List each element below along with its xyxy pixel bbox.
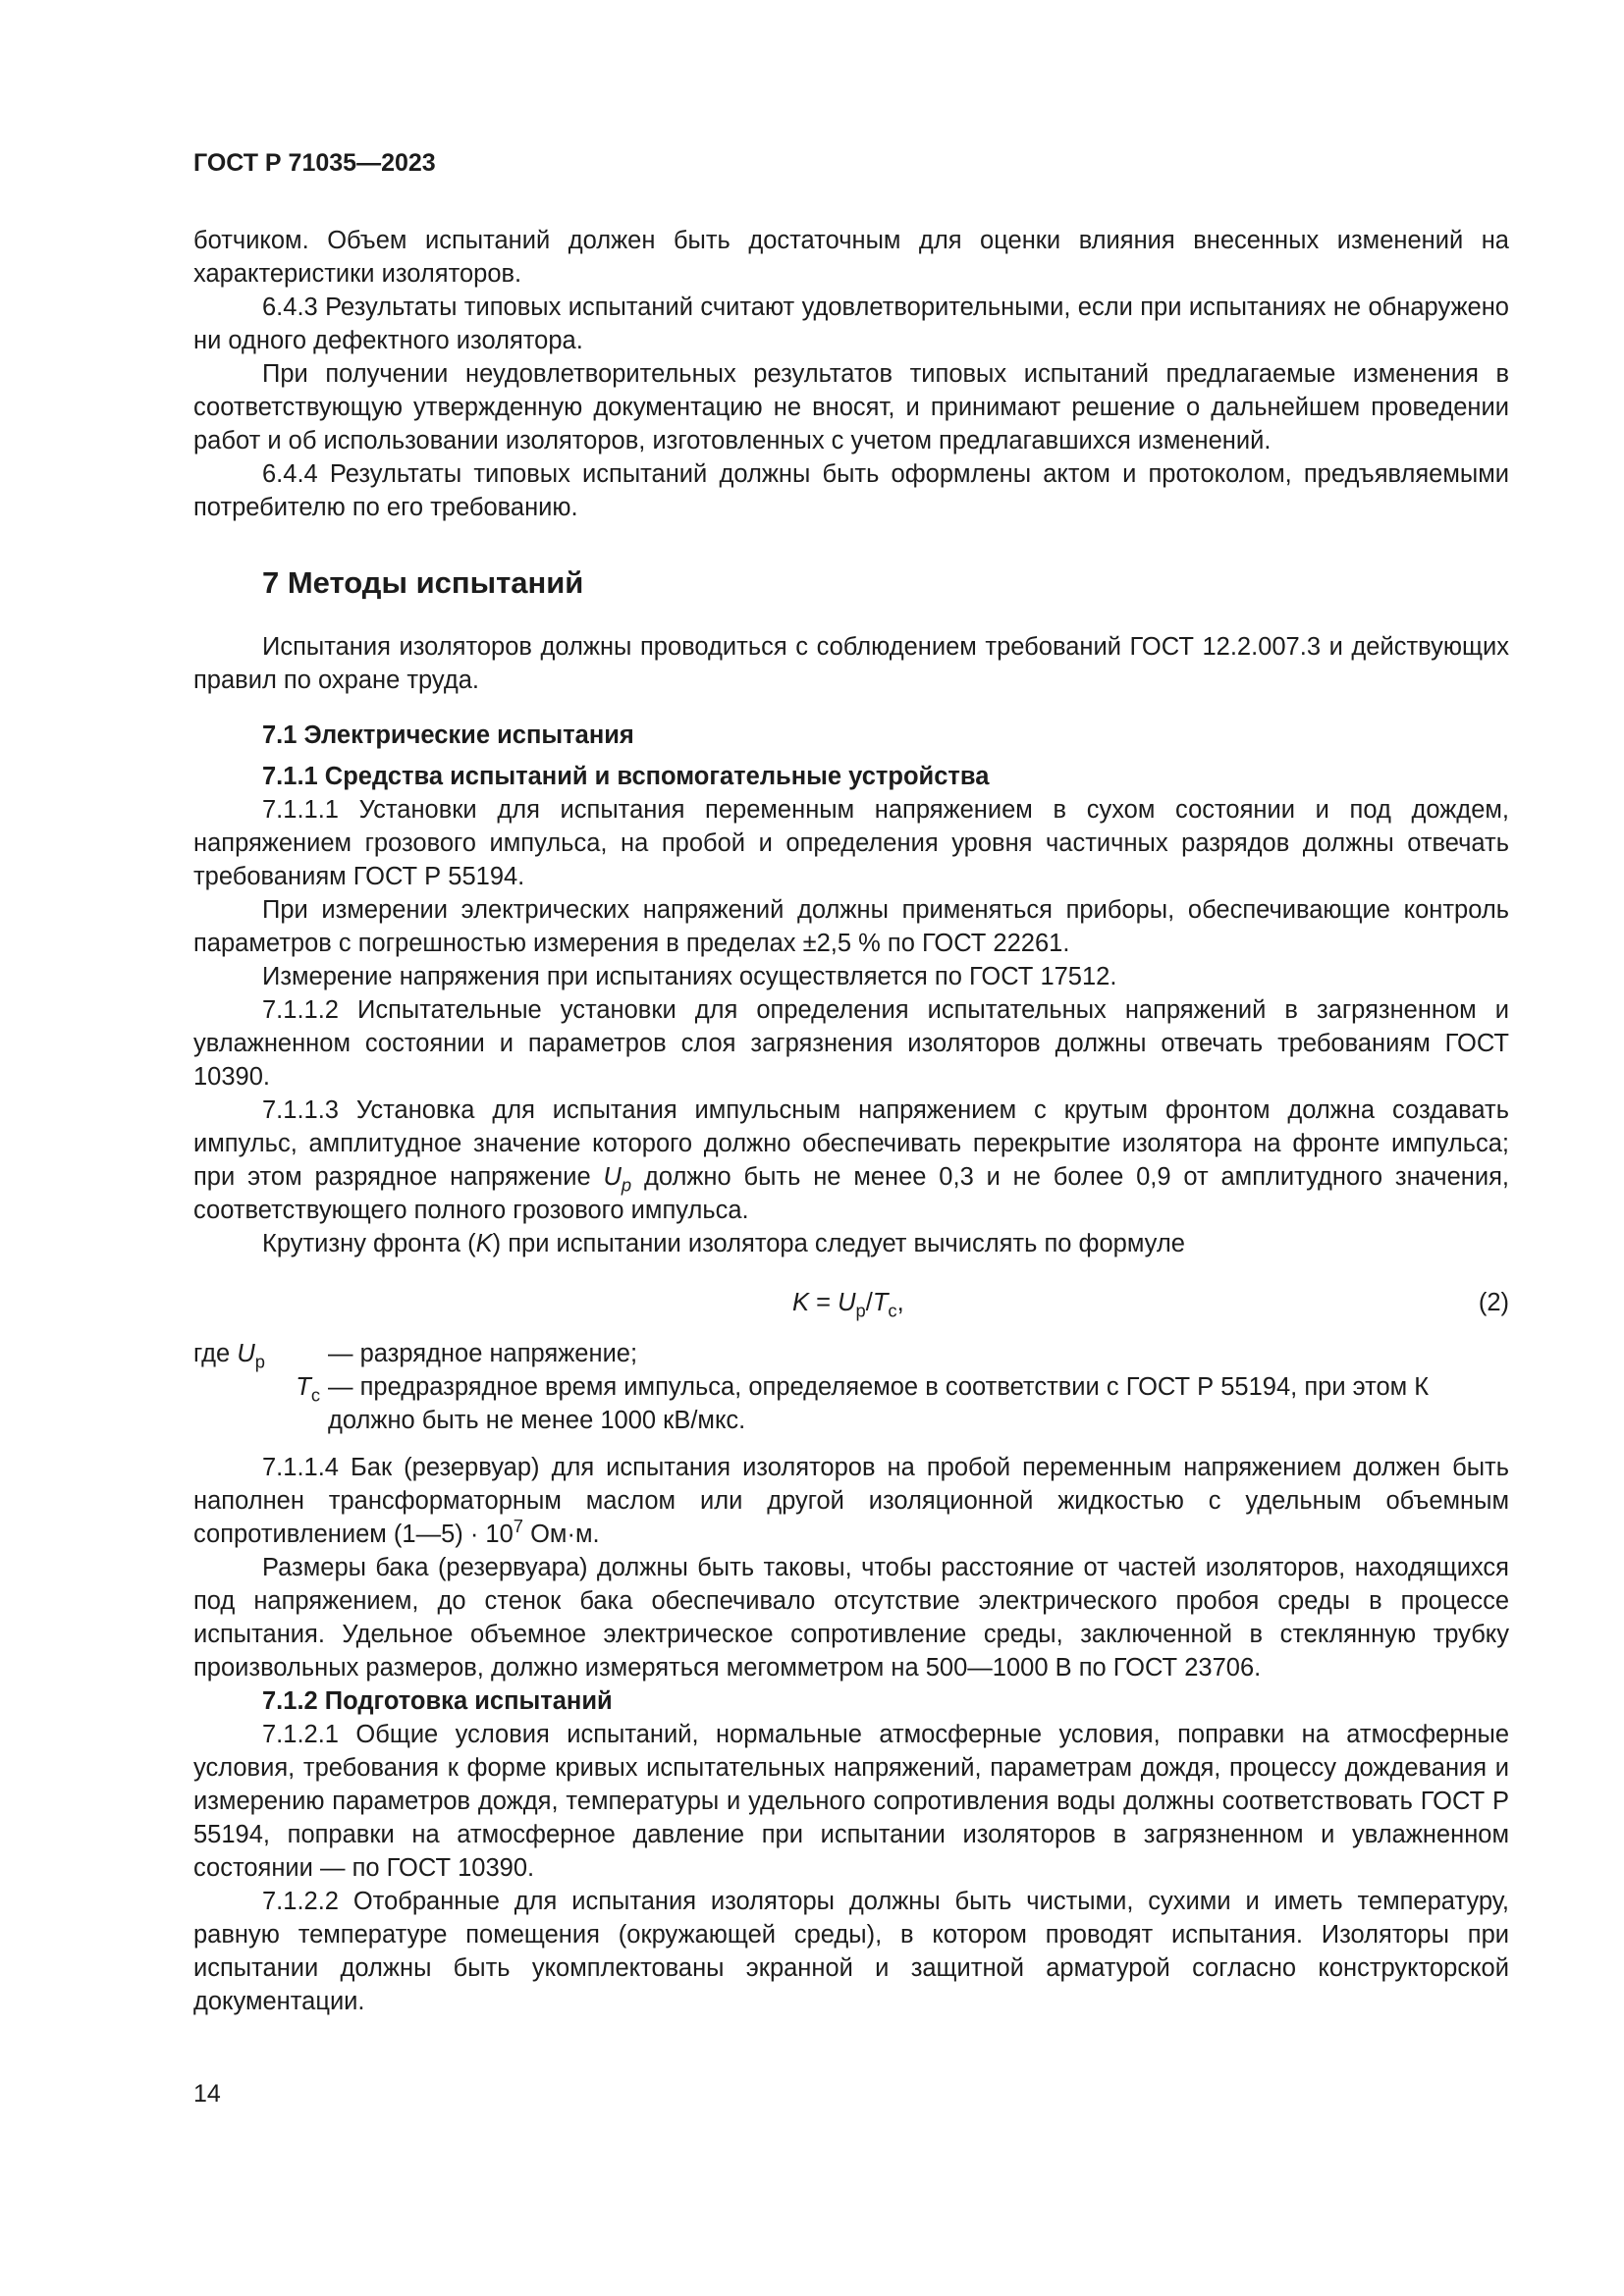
text-run: Крутизну фронта ( (262, 1230, 476, 1257)
where-lead: где (193, 1340, 238, 1367)
legend-desc-tc: — предразрядное время импульса, определяемое в соответствии с ГОСТ Р 55194, при этом К должно быть не менее 1000 кВ/мкс. (328, 1373, 1430, 1434)
formula-expression (792, 1286, 904, 1319)
paragraph-7-1-1-3 (193, 1094, 1509, 1227)
section-7-heading: 7 Методы испытаний (262, 565, 584, 600)
formula-slash: / (865, 1289, 873, 1316)
section-7-1-2-heading: 7.1.2 Подготовка испытаний (262, 1687, 613, 1715)
formula-legend (193, 1337, 1509, 1437)
paragraph-front-steepness (193, 1227, 1509, 1260)
formula-tail: , (896, 1289, 904, 1316)
legend-t: T (296, 1373, 311, 1401)
paragraph-6-4-4: 6.4.4 Результаты типовых испытаний должны быть оформлены актом и протоколом, предъявляемыми потребителю по его требованию. (193, 460, 1509, 521)
formula-t: T (872, 1289, 889, 1316)
formula-u-sub: p (855, 1300, 866, 1321)
paragraph-measuring-devices: При измерении электрических напряжений должны применяться приборы, обеспечивающие контроль параметров с погрешностью измерения в пределах ±2,5 % по ГОСТ 22261. (193, 896, 1509, 957)
paragraph-7-1-2-2: 7.1.2.2 Отобранные для испытания изоляторы должны быть чистыми, сухими и иметь температуру, равную температуре помещения (окружающей среды), в котором проводят испытания. Изоляторы при испытании должны быть укомплектованы экранной и защитной арматурой согласно конструкторской документации. (193, 1888, 1509, 2015)
paragraph-tank-dimensions: Размеры бака (резервуара) должны быть таковы, чтобы расстояние от частей изоляторов, находящихся под напряжением, до стенок бака обеспечивало отсутствие электрического пробоя среды в процессе испытания. Удельное объемное электрическое сопротивление среды, заключенной в стеклянную трубку произвольных размеров, должно измеряться мегомметром на 500—1000 В по ГОСТ 23706. (193, 1554, 1509, 1682)
legend-desc-up: — разрядное напряжение; (328, 1340, 638, 1367)
formula-t-sub: c (888, 1300, 897, 1321)
page-body (193, 224, 1509, 2018)
page-number: 14 (193, 2080, 221, 2108)
symbol-u: U (603, 1163, 622, 1191)
legend-symbol-tc (193, 1370, 328, 1437)
section-7-intro: Испытания изоляторов должны проводиться с соблюдением требований ГОСТ 12.2.007.3 и действующих правил по охране труда. (193, 633, 1509, 694)
legend-t-sub: c (310, 1384, 320, 1406)
formula-number: (2) (1478, 1289, 1509, 1316)
document-header: ГОСТ Р 71035—2023 (193, 149, 436, 177)
text-run: 7.1.1.3 Установка для испытания импульсным напряжением с крутым фронтом должна создавать импульс, амплитудное значение которого должно обеспечивать перекрытие изолятора на фронте импульса; при этом разрядное напряжение (193, 1096, 1509, 1191)
paragraph-7-1-1-1: 7.1.1.1 Установки для испытания переменным напряжением в сухом состоянии и под дождем, напряжением грозового импульса, на пробой и определения уровня частичных разрядов должны отвечать требованиям ГОСТ Р 55194. (193, 796, 1509, 890)
text-run: Ом·м. (523, 1521, 600, 1548)
text-run: должно быть не менее 0,3 и не более 0,9 от амплитудного значения, соответствующего полного грозового импульса. (193, 1163, 1509, 1224)
legend-u-sub: p (254, 1351, 265, 1372)
formula-u: U (838, 1289, 856, 1316)
formula-k: K (792, 1289, 810, 1316)
superscript-7: 7 (513, 1515, 523, 1536)
formula-2 (193, 1280, 1509, 1323)
paragraph-7-1-2-1: 7.1.2.1 Общие условия испытаний, нормальные атмосферные условия, поправки на атмосферные условия, требования к форме кривых испытательных напряжений, параметрам дождя, процессу дождевания и измерению параметров дождя, температуры и удельного сопротивления воды должны соответствовать ГОСТ Р 55194, поправки на атмосферное давление при испытании изоляторов в загрязненном и увлажненном состоянии — по ГОСТ 10390. (193, 1721, 1509, 1882)
symbol-k: K (475, 1230, 493, 1257)
text-run: ) при испытании изолятора следует вычислять по формуле (492, 1230, 1185, 1257)
legend-u: U (237, 1340, 255, 1367)
subscript-p: p (621, 1174, 632, 1196)
paragraph-negative-results: При получении неудовлетворительных результатов типовых испытаний предлагаемые изменения в соответствующую утвержденную документацию не вносят, и принимают решение о дальнейшем проведении работ и об использовании изоляторов, изготовленных с учетом предлагавшихся изменений. (193, 360, 1509, 454)
paragraph-7-1-1-2: 7.1.1.2 Испытательные установки для определения испытательных напряжений в загрязненном и увлажненном состоянии и параметров слоя загрязнения изоляторов должны отвечать требованиям ГОСТ 10390. (193, 996, 1509, 1091)
legend-symbol-up (193, 1337, 328, 1370)
text-run: 7.1.1.4 Бак (резервуар) для испытания изоляторов на пробой переменным напряжением должен быть наполнен трансформаторным маслом или другой изоляционной жидкостью с удельным объемным сопротивлением (1—5) · 10 (193, 1454, 1509, 1548)
paragraph-6-4-3: 6.4.3 Результаты типовых испытаний считают удовлетворительными, если при испытаниях не обнаружено ни одного дефектного изолятора. (193, 294, 1509, 354)
formula-eq: = (809, 1289, 839, 1316)
paragraph-voltage-measurement: Измерение напряжения при испытаниях осуществляется по ГОСТ 17512. (262, 963, 1117, 990)
paragraph-7-1-1-4 (193, 1451, 1509, 1551)
paragraph-continuation: ботчиком. Объем испытаний должен быть достаточным для оценки влияния внесенных изменений на характеристики изоляторов. (193, 227, 1509, 288)
section-7-1-heading: 7.1 Электрические испытания (262, 721, 634, 749)
section-7-1-1-heading: 7.1.1 Средства испытаний и вспомогательные устройства (262, 763, 990, 790)
